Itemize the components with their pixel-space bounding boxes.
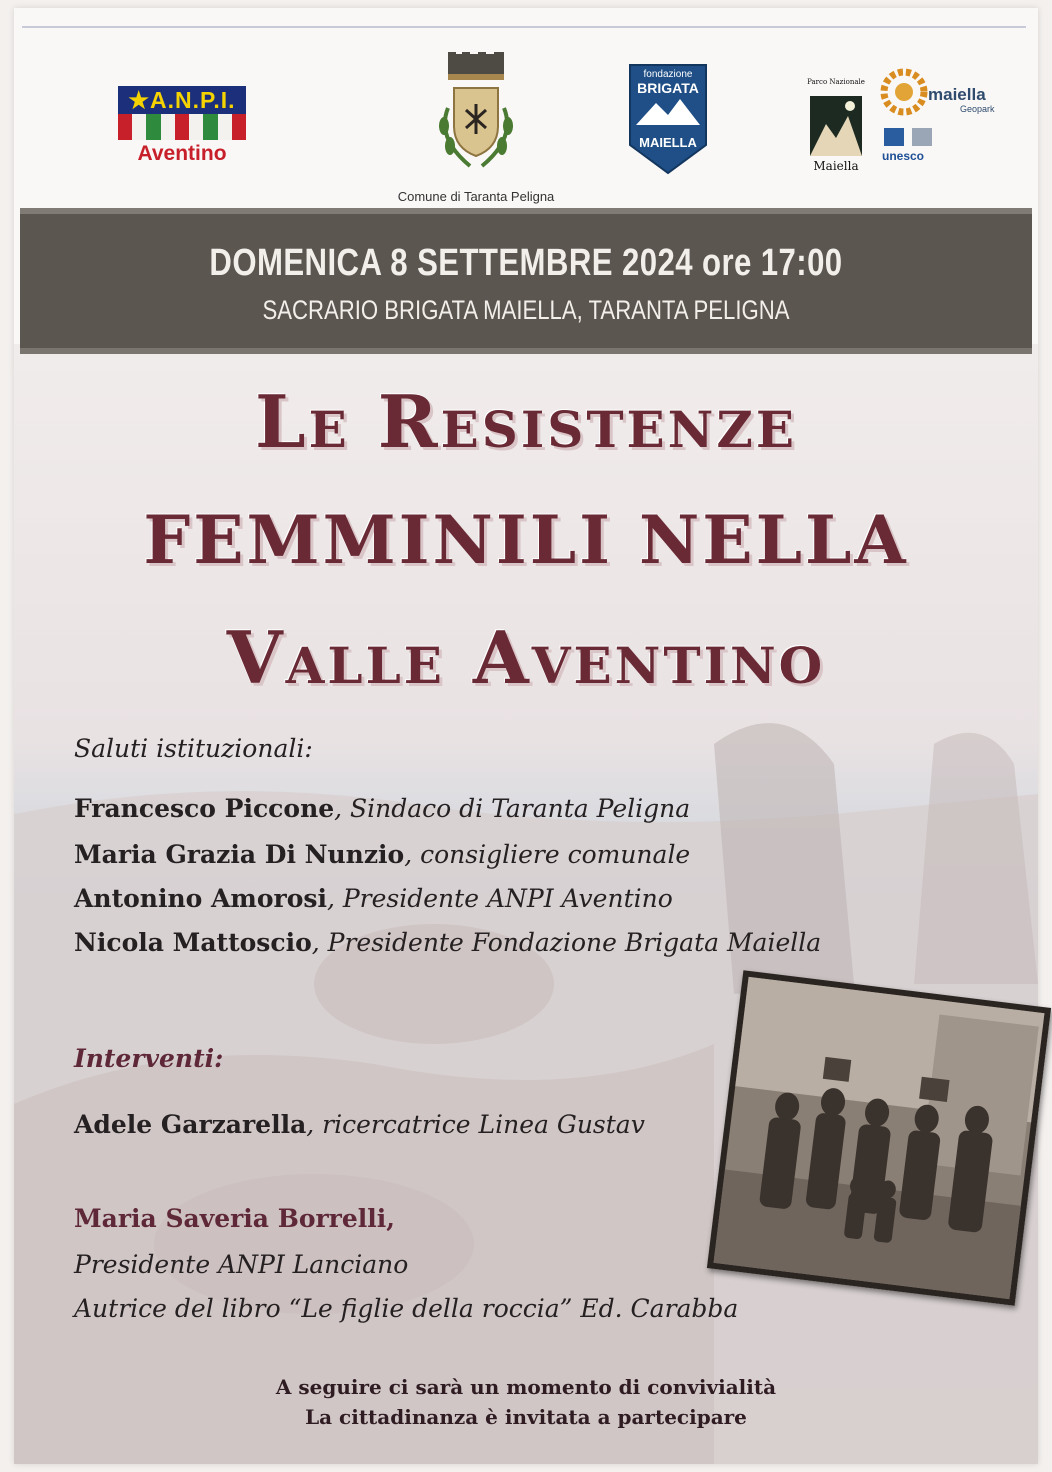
poster [14,8,1038,1464]
brigata-label-bottom: MAIELLA [639,135,697,150]
anpi-logo-subtitle: Aventino [137,142,227,165]
person-role: , consigliere comunale [404,840,691,869]
footer-note [14,1372,1038,1432]
interventi-heading: Interventi: [74,1044,224,1073]
anpi-flag-stripes [118,114,246,140]
comune-caption: Comune di Taranta Peligna [397,189,555,204]
brigata-label-top: fondazione [643,69,693,80]
saluti-heading: Saluti istituzionali: [74,734,313,763]
anpi-logo [118,86,246,166]
title-line-2: FEMMINILI NELLA [143,501,909,579]
geopark-sub: Geopark [960,104,995,114]
geopark-name: maiella [928,85,986,104]
event-date: DOMENICA 8 SETTEMBRE 2024 ore 17:00 [209,242,843,284]
person-role: , Presidente ANPI Aventino [326,884,673,913]
speaker-2-name: Maria Saveria Borrelli, [74,1204,395,1233]
person-role: , Sindaco di Taranta Peligna [334,794,691,823]
speaker-1-role: , ricercatrice Linea Gustav [306,1110,645,1139]
event-banner [20,208,1032,354]
title-line-3: Valle Aventino [226,615,826,700]
crest-icon [426,48,526,180]
footer-line-2: La cittadinanza è invitata a partecipare [305,1405,747,1429]
speaker-1-name: Adele Garzarella [74,1110,307,1139]
person-name: Maria Grazia Di Nunzio [74,840,405,869]
brigata-label-mid: BRIGATA [637,80,699,96]
title-line-1: Le Resistenze [255,379,797,464]
comune-crest [376,48,576,204]
person-name: Nicola Mattoscio [74,928,312,957]
saluti-person-4 [74,928,821,957]
parco-label-top: Parco Nazionale [807,78,865,86]
brigata-shield-icon [628,63,708,175]
parco-label-bottom: Maiella [813,159,859,173]
person-name: Francesco Piccone [74,794,335,823]
geopark-logo [878,66,995,177]
brigata-maiella-logo [628,63,708,180]
parco-logo-icon [808,74,864,176]
top-divider [22,26,1026,28]
anpi-logo-title: ★A.N.P.I. [118,86,246,114]
geopark-logo-icon [878,66,995,172]
speaker-2-role-1: Presidente ANPI Lanciano [74,1250,409,1279]
saluti-person-1 [74,794,690,823]
person-role: , Presidente Fondazione Brigata Maiella [311,928,822,957]
speaker-2-role-2: Autrice del libro “Le figlie della roccia” Ed. Carabba [74,1294,739,1323]
event-title [14,363,1038,717]
footer-line-1: A seguire ci sarà un momento di convivialità [275,1375,777,1399]
speaker-1 [74,1110,645,1139]
parco-nazionale-logo [808,74,864,181]
unesco-label: unesco [882,149,925,163]
person-name: Antonino Amorosi [74,884,327,913]
inset-historic-photo [707,970,1051,1306]
saluti-person-2 [74,840,690,869]
saluti-person-3 [74,884,673,913]
event-location: SACRARIO BRIGATA MAIELLA, TARANTA PELIGNA [262,295,790,325]
